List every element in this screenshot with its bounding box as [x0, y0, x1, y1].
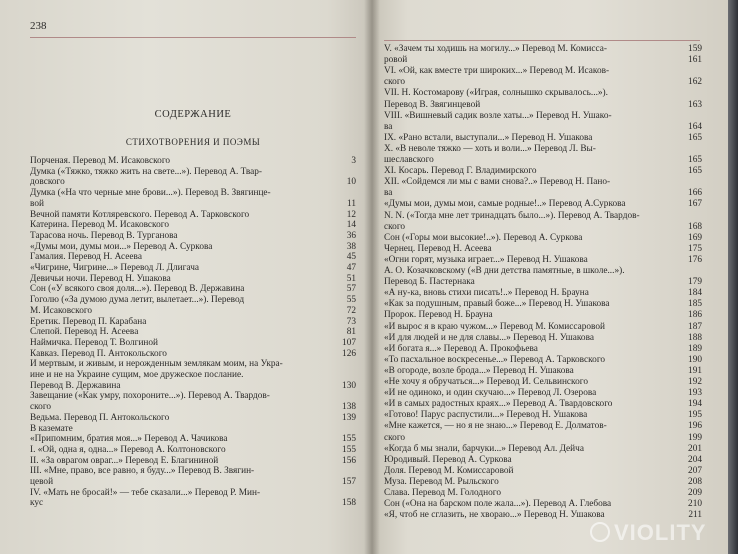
toc-entry: ровой [384, 55, 408, 66]
toc-page-number: 130 [342, 380, 356, 391]
toc-entry: Катерина. Перевод М. Исаковского [30, 220, 169, 231]
toc-entry: Девичьи ночи. Перевод Н. Ушакова [30, 273, 171, 284]
toc-entry: Доля. Перевод М. Комиссаровой [384, 465, 514, 476]
toc-entry: «Мне кажется, — но я не знаю...» Перевод Е. Долматов- [384, 421, 607, 432]
toc-page-number: 47 [346, 263, 356, 273]
eye-icon [590, 522, 610, 542]
toc-entry: А. О. Козачковскому («В дни детства памятные, в школе...»). [384, 266, 625, 276]
toc-entry: IV. «Мать не бросай!» — тебе сказали...» Перевод Р. Мин- [30, 487, 261, 498]
toc-page-number: 166 [688, 188, 702, 199]
toc-entry: Юродивый. Перевод А. Суркова [384, 454, 512, 465]
toc-page-number: 126 [342, 348, 356, 359]
toc-entry: Перевод Б. Пастернака [384, 277, 475, 288]
toc-page-number: 194 [688, 399, 702, 410]
toc-entry: «И не одиноко, и один скучаю...» Перевод Л. Озерова [384, 388, 597, 399]
toc-entry: шеславского [384, 155, 434, 165]
toc-entry: Вечной памяти Котляревского. Перевод А. Тарковского [30, 209, 250, 220]
toc-entry: X. «В неволе тяжко — хоть и воли...» Перевод Л. Вы- [384, 143, 596, 154]
contents-heading: СОДЕРЖАНИЕ [154, 109, 232, 120]
toc-entry: «Готово! Парус распустили...» Перевод Н. Ушакова [384, 410, 588, 421]
toc-entry: Думка («Тяжко, тяжко жить на свете...»). Перевод А. Твар- [30, 166, 263, 177]
toc-entry: Сон («Она на барском поле жала...»). Перевод А. Глебова [384, 499, 612, 510]
toc-entry: ине и не на Украине сущим, мое дружеское послание. [30, 370, 244, 380]
toc-page-number: 51 [346, 273, 356, 284]
toc-entry: Завещание («Как умру, похороните...»). Перевод А. Твардов- [30, 391, 270, 402]
toc-page-number: 36 [346, 230, 356, 241]
toc-page-number: 45 [346, 252, 356, 263]
header-rule [384, 40, 700, 41]
toc-entry: Ведьма. Перевод П. Антокольского [30, 412, 170, 423]
toc-entry: Пророк. Перевод Н. Брауна [384, 310, 493, 321]
section-heading: СТИХОТВОРЕНИЯ И ПОЭМЫ [125, 137, 261, 147]
toc-page-number: 158 [342, 498, 356, 509]
book-gutter [364, 0, 380, 554]
toc-page-number: 156 [342, 455, 356, 466]
toc-entry: «И богата я...» Перевод А. Прокофьева [384, 343, 538, 354]
watermark-text: VIOLITY [614, 520, 707, 545]
toc-page-number: 185 [688, 299, 702, 310]
toc-entry: Слепой. Перевод Н. Асеева [30, 327, 139, 338]
toc-entry: VIII. «Вишневый садик возле хаты...» Перевод Н. Ушако- [384, 110, 612, 121]
toc-page-number: 55 [346, 295, 356, 306]
toc-entry: Думка («На что черные мне брови...»). Перевод В. Звягинце- [30, 188, 271, 199]
toc-page-number: 162 [688, 77, 702, 88]
toc-page-number: 208 [688, 476, 702, 487]
toc-entry: «Чигрине, Чигрине...» Перевод Л. Длигача [30, 263, 200, 273]
toc-entry: Тарасова ночь. Перевод В. Турганова [30, 230, 178, 241]
toc-entry: Сон («Горы мои высокие!..»). Перевод А. Суркова [384, 232, 583, 243]
toc-entry: «Огни горят, музыка играет...» Перевод Н. Ушакова [384, 254, 588, 265]
toc-page-number: 72 [346, 305, 356, 316]
toc-page-number: 57 [346, 284, 356, 295]
toc-page-number: 210 [688, 499, 702, 510]
page-edge [728, 0, 738, 554]
toc-page-number: 209 [688, 488, 702, 498]
toc-entry: Кавказ. Перевод П. Антокольского [30, 348, 167, 359]
toc-page-number: 3 [351, 156, 356, 166]
toc-entry: цевой [30, 477, 54, 487]
toc-entry: Слава. Перевод М. Голодного [384, 488, 501, 498]
toc-entry: «И вырос я в краю чужом...» Перевод М. Комиссаровой [384, 321, 605, 332]
toc-entry: Перевод В. Державина [30, 380, 121, 391]
toc-entry: VI. «Ой, как вместе три широких...» Перевод М. Исаков- [384, 66, 610, 77]
toc-page-number: 138 [342, 402, 356, 413]
toc-entry: ского [384, 77, 406, 88]
toc-page-number: 12 [346, 209, 356, 220]
toc-page-number: 193 [688, 388, 702, 399]
toc-entry: N. N. («Тогда мне лет тринадцать было...»). Перевод А. Твардов- [384, 210, 640, 221]
toc-entry: «Не хочу я обручаться...» Перевод И. Сельвинского [384, 377, 588, 387]
toc-page-number: 73 [346, 316, 356, 327]
toc-page-number: 168 [688, 221, 702, 232]
toc-page-number: 11 [347, 198, 356, 209]
toc-entry: В каземате [30, 423, 73, 434]
toc-page-number: 163 [688, 99, 702, 110]
toc-entry: «И для людей и не для славы...» Перевод Н. Ушакова [384, 332, 594, 343]
toc-entry: «Думы мои, думы мои, самые родные!..» Перевод А.Суркова [384, 199, 626, 210]
toc-entry: «Припомним, братия моя...» Перевод А. Чачикова [30, 434, 228, 445]
toc-entry: V. «Зачем ты ходишь на могилу...» Перевод М. Комисса- [384, 44, 607, 54]
toc-entry: Наймичка. Перевод Т. Волгиной [30, 337, 159, 348]
toc-entry: М. Исаковского [30, 305, 93, 316]
toc-entry: довского [30, 177, 65, 188]
toc-page-number: 196 [688, 421, 702, 432]
toc-page-number: 107 [342, 337, 356, 348]
toc-page-number: 38 [346, 241, 356, 252]
toc-page-number: 155 [342, 444, 356, 455]
toc-entry: XI. Косарь. Перевод Г. Владимирского [384, 166, 537, 177]
toc-entry: II. «За оврагом овраг...» Перевод Е. Благининой [30, 455, 219, 466]
toc-entry: ского [384, 432, 406, 443]
toc-entry: ва [384, 188, 393, 199]
toc-page-number: 176 [688, 254, 702, 265]
toc-entry: Перевод В. Звягинцевой [384, 99, 481, 110]
toc-entry: И мертвым, и живым, и нерожденным землякам моим, на Укра- [30, 359, 283, 370]
toc-page-number: 207 [688, 465, 702, 476]
toc-page-number: 10 [346, 177, 356, 188]
toc-entry: кус [30, 498, 44, 509]
toc-entry: Сон («У всякого своя доля...»). Перевод В. Державина [30, 284, 245, 295]
toc-entry: Гамалия. Перевод Н. Асеева [30, 252, 142, 263]
toc-page-number: 187 [688, 321, 702, 332]
toc-page-number: 186 [688, 310, 702, 321]
toc-page-number: 189 [688, 343, 702, 354]
toc-entry: IX. «Рано встали, выступали...» Перевод Н. Ушакова [384, 132, 593, 143]
toc-entry: ва [384, 121, 393, 132]
toc-page-number: 190 [688, 354, 702, 365]
toc-entry: Еретик. Перевод П. Карабана [30, 316, 147, 327]
toc-page-number: 191 [688, 365, 702, 376]
toc-page-number: 14 [346, 220, 356, 231]
toc-entry: Гоголю («За думою дума летит, вылетает...»). Перевод [30, 295, 245, 306]
toc-entry: «Как за подушным, правый боже...» Перевод Н. Ушакова [384, 299, 610, 310]
toc-page-number: 211 [688, 510, 702, 521]
toc-page-number: 155 [342, 434, 356, 445]
page-number: 238 [30, 20, 47, 32]
header-rule [30, 37, 356, 38]
toc-page-number: 195 [688, 410, 702, 421]
toc-page-number: 184 [688, 288, 702, 299]
toc-entry: «Думы мои, думы мои...» Перевод А. Суркова [30, 241, 213, 252]
toc-page-number: 81 [346, 327, 356, 338]
toc-entry: «То пасхальное воскресенье...» Перевод А. Тарковского [384, 354, 606, 365]
toc-entry: VII. Н. Костомарову («Играя, солнышко скрывалось...»). [384, 88, 608, 99]
toc-page-number: 159 [688, 44, 702, 54]
toc-page-number: 179 [688, 277, 702, 288]
toc-entry: «Когда б мы знали, барчуки...» Перевод Ал. Дейча [384, 443, 584, 454]
toc-entry: вой [30, 198, 44, 209]
toc-page-number: 157 [342, 477, 356, 487]
toc-entry: III. «Мне, право, все равно, я буду...» Перевод В. Звягин- [30, 466, 255, 477]
toc-entry: «В огороде, возле брода...» Перевод Н. Ушакова [384, 365, 574, 376]
toc-entry: Порченая. Перевод М. Исаковского [30, 156, 171, 166]
toc-entry: XII. «Сойдемся ли мы с вами снова?..» Перевод Н. Пано- [384, 177, 611, 188]
watermark [590, 520, 707, 546]
right-page [372, 0, 728, 554]
toc-page-number: 165 [688, 155, 702, 165]
toc-page-number: 188 [688, 332, 702, 343]
toc-entry: ского [384, 221, 406, 232]
toc-page-number: 165 [688, 132, 702, 143]
toc-page-number: 164 [688, 121, 702, 132]
toc-page-number: 199 [688, 432, 702, 443]
toc-page-number: 201 [688, 443, 702, 454]
toc-entry: Чернец. Перевод Н. Асеева [384, 243, 492, 254]
toc-page-number: 204 [688, 454, 702, 465]
toc-page-number: 139 [342, 412, 356, 423]
toc-page-number: 169 [688, 232, 702, 243]
toc-page-number: 167 [688, 199, 702, 210]
toc-entry: ского [30, 402, 52, 413]
toc-entry: «И в самых радостных краях...» Перевод А. Твардовского [384, 399, 613, 410]
toc-page-number: 192 [688, 377, 702, 387]
toc-entry: I. «Ой, одна я, одна...» Перевод А. Колтоновского [30, 444, 226, 455]
toc-entry: «А ну-ка, вновь стихи писать!..» Перевод Н. Брауна [384, 288, 589, 299]
toc-page-number: 161 [688, 55, 702, 66]
toc-entry: Муза. Перевод М. Рыльского [384, 476, 499, 487]
toc-entry: «Я, чтоб не сглазить, не хвораю...» Перевод Н. Ушакова [384, 510, 605, 521]
toc-page-number: 175 [688, 243, 702, 254]
toc-page-number: 165 [688, 166, 702, 177]
